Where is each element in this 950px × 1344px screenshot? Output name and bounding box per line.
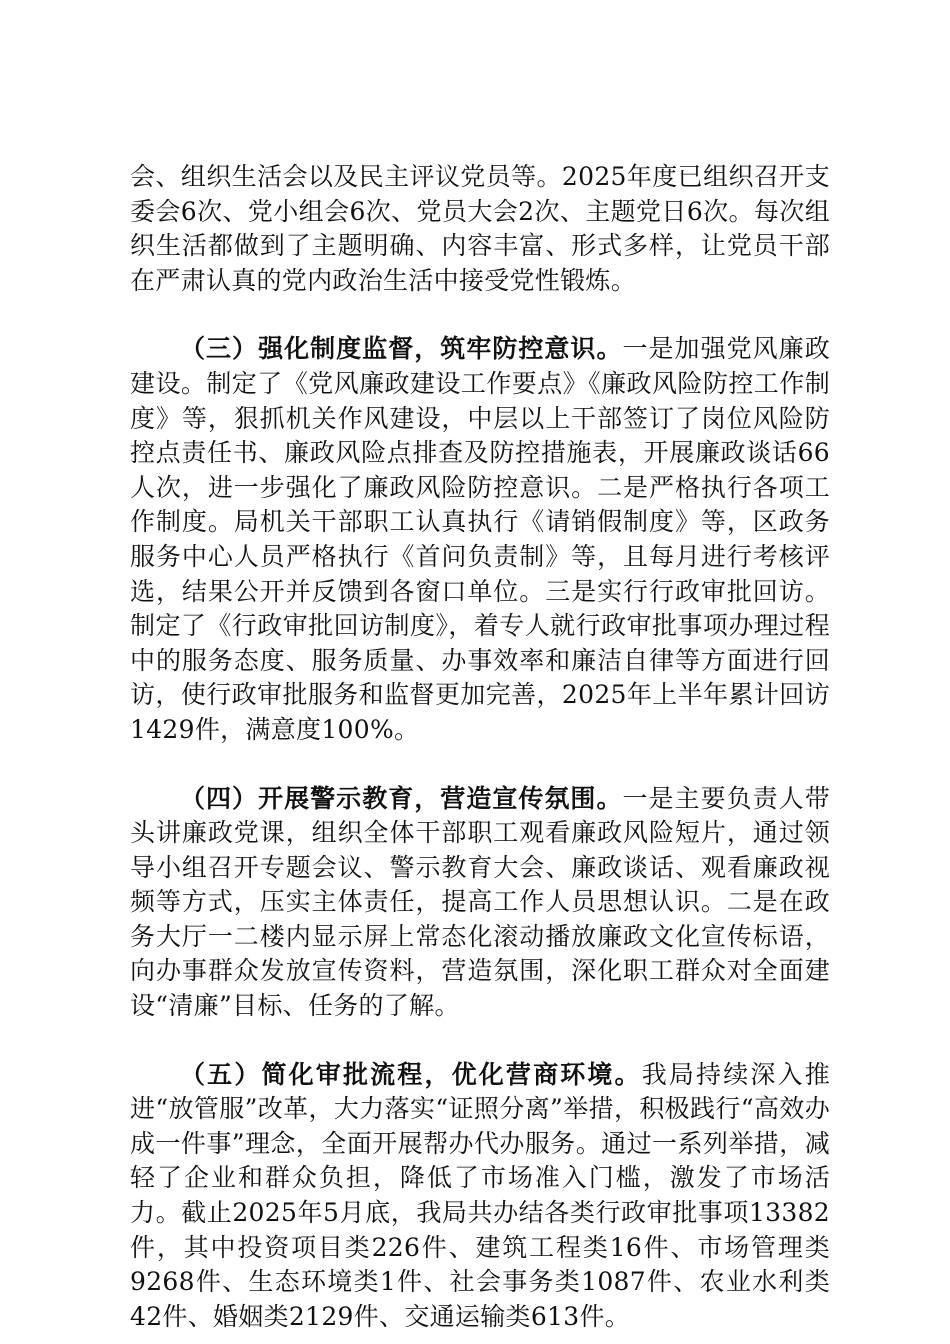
paragraph-body: 会、组织生活会以及民主评议党员等。2025年度已组织召开支委会6次、党小组会6次、党员大会2次、主题党日6次。每次组织生活都做到了主题明确、内容丰富、形式多样，让党员干部在严肃认真的党内政治生活中接受党性锻炼。 — [130, 162, 830, 295]
section-heading: （三）强化制度监督，筑牢防控意识。 — [180, 334, 623, 364]
paragraph-body: 一是主要负责人带头讲廉政党课，组织全体干部职工观看廉政风险短片，通过领导小组召开专题会议、警示教育大会、廉政谈话、观看廉政视频等方式，压实主体责任，提高工作人员思想认识。二是在政务大厅一二楼内显示屏上常态化滚动播放廉政文化宣传标语，向办事群众发放宣传资料，营造氛围，深化职工群众对全面建设“清廉”目标、任务的了解。 — [130, 783, 831, 1021]
section-heading: （四）开展警示教育，营造宣传氛围。 — [180, 783, 623, 813]
section-heading: （五）简化审批流程，优化营商环境。 — [180, 1059, 642, 1089]
paragraph-body: 一是加强党风廉政建设。制定了《党风廉政建设工作要点》《廉政风险防控工作制度》等，狠抓机关作风建设，中层以上干部签订了岗位风险防控点责任书、廉政风险点排查及防控措施表，开展廉政谈话66人次，进一步强化了廉政风险防控意识。二是严格执行各项工作制度。局机关干部职工认真执行《请销假制度》等，区政务服务中心人员严格执行《首问负责制》等，且每月进行考核评选，结果公开并反馈到各窗口单位。三是实行行政审批回访。制定了《行政审批回访制度》，着专人就行政审批事项办理过程中的服务态度、服务质量、办事效率和廉洁自律等方面进行回访，使行政审批服务和监督更加完善，2025年上半年累计回访1429件，满意度100%。 — [130, 334, 831, 744]
paragraph-continuation — [130, 160, 830, 298]
document-page — [130, 160, 830, 1334]
paragraph-body: 我局持续深入推进“放管服”改革，大力落实“证照分离”举措，积极践行“高效办成一件事”理念，全面开展帮办代办服务。通过一系列举措，减轻了企业和群众负担，降低了市场准入门槛，激发了市场活力。截止2025年5月底，我局共办结各类行政审批事项13382件，其中投资项目类226件、建筑工程类16件、市场管理类9268件、生态环境类1件、社会事务类1087件、农业水利类42件、婚姻类2129件、交通运输类613件。 — [130, 1059, 830, 1331]
paragraph-section-4 — [130, 782, 830, 1024]
paragraph-section-5 — [130, 1058, 830, 1335]
paragraph-section-3 — [130, 332, 830, 747]
